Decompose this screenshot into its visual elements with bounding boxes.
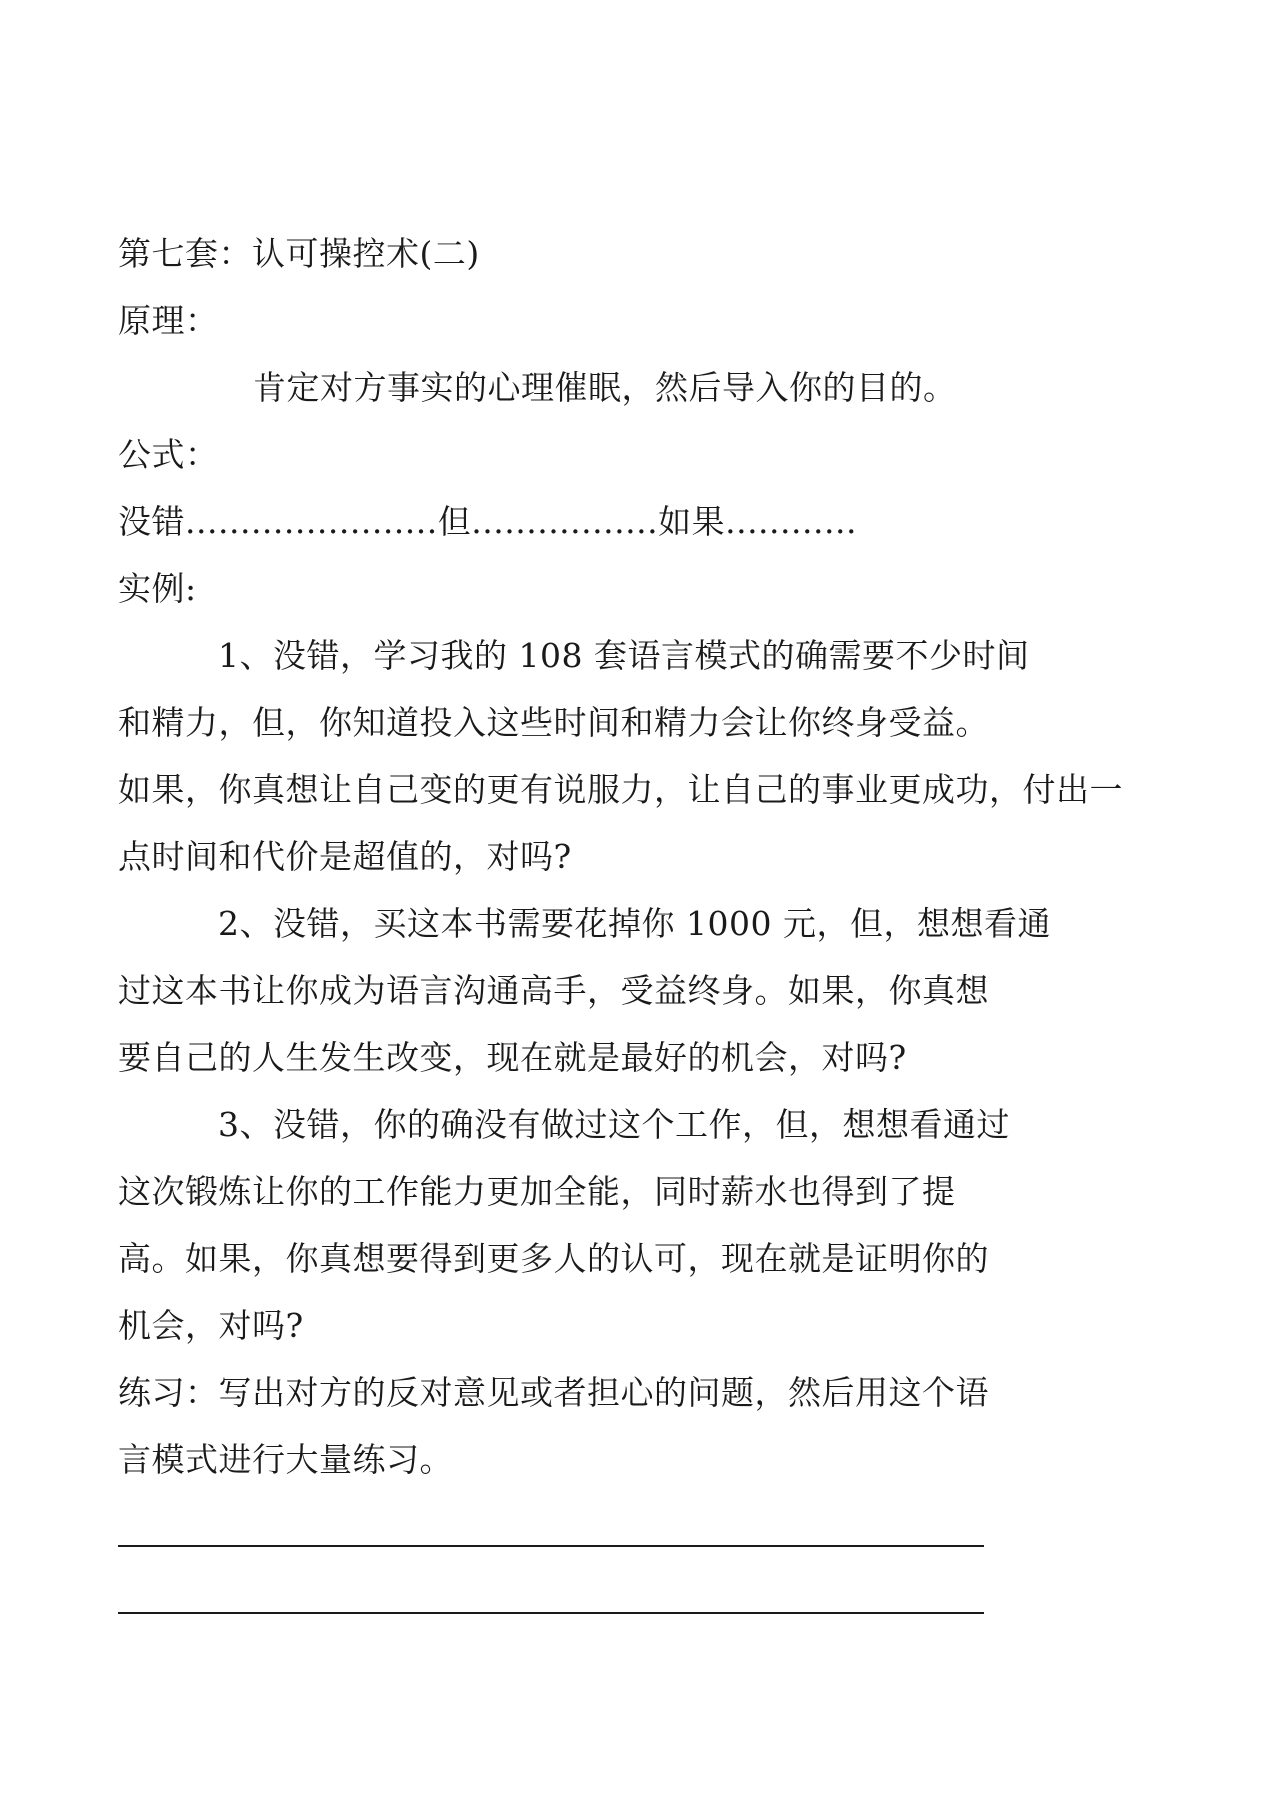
answer-blank-line bbox=[118, 1545, 984, 1547]
example-line: 点时间和代价是超值的，对吗? bbox=[118, 837, 572, 876]
example-line: 过这本书让你成为语言沟通高手，受益终身。如果，你真想 bbox=[118, 971, 989, 1010]
example-line: 如果，你真想让自己变的更有说服力，让自己的事业更成功，付出一 bbox=[118, 770, 1123, 809]
section-title: 第七套：认可操控术(二) bbox=[118, 234, 480, 273]
practice-line: 练习：写出对方的反对意见或者担心的问题，然后用这个语 bbox=[118, 1373, 989, 1412]
example-line: 这次锻炼让你的工作能力更加全能，同时薪水也得到了提 bbox=[118, 1172, 956, 1211]
example-line: 2、没错，买这本书需要花掉你 1000 元，但，想想看通 bbox=[218, 904, 1051, 943]
example-line: 机会，对吗? bbox=[118, 1306, 304, 1345]
example-line: 1、没错，学习我的 108 套语言模式的确需要不少时间 bbox=[218, 636, 1030, 675]
principle-label: 原理： bbox=[118, 301, 219, 340]
principle-text: 肯定对方事实的心理催眠，然后导入你的目的。 bbox=[253, 368, 957, 407]
examples-label: 实例: bbox=[118, 569, 197, 608]
example-line: 要自己的人生发生改变，现在就是最好的机会，对吗? bbox=[118, 1038, 907, 1077]
practice-line: 言模式进行大量练习。 bbox=[118, 1440, 453, 1479]
example-line: 3、没错，你的确没有做过这个工作，但，想想看通过 bbox=[218, 1105, 1010, 1144]
formula-text: 没错.......................但.................如果............ bbox=[118, 502, 857, 541]
formula-label: 公式： bbox=[118, 435, 219, 474]
example-line: 和精力，但，你知道投入这些时间和精力会让你终身受益。 bbox=[118, 703, 989, 742]
example-line: 高。如果，你真想要得到更多人的认可，现在就是证明你的 bbox=[118, 1239, 989, 1278]
answer-blank-line bbox=[118, 1612, 984, 1614]
